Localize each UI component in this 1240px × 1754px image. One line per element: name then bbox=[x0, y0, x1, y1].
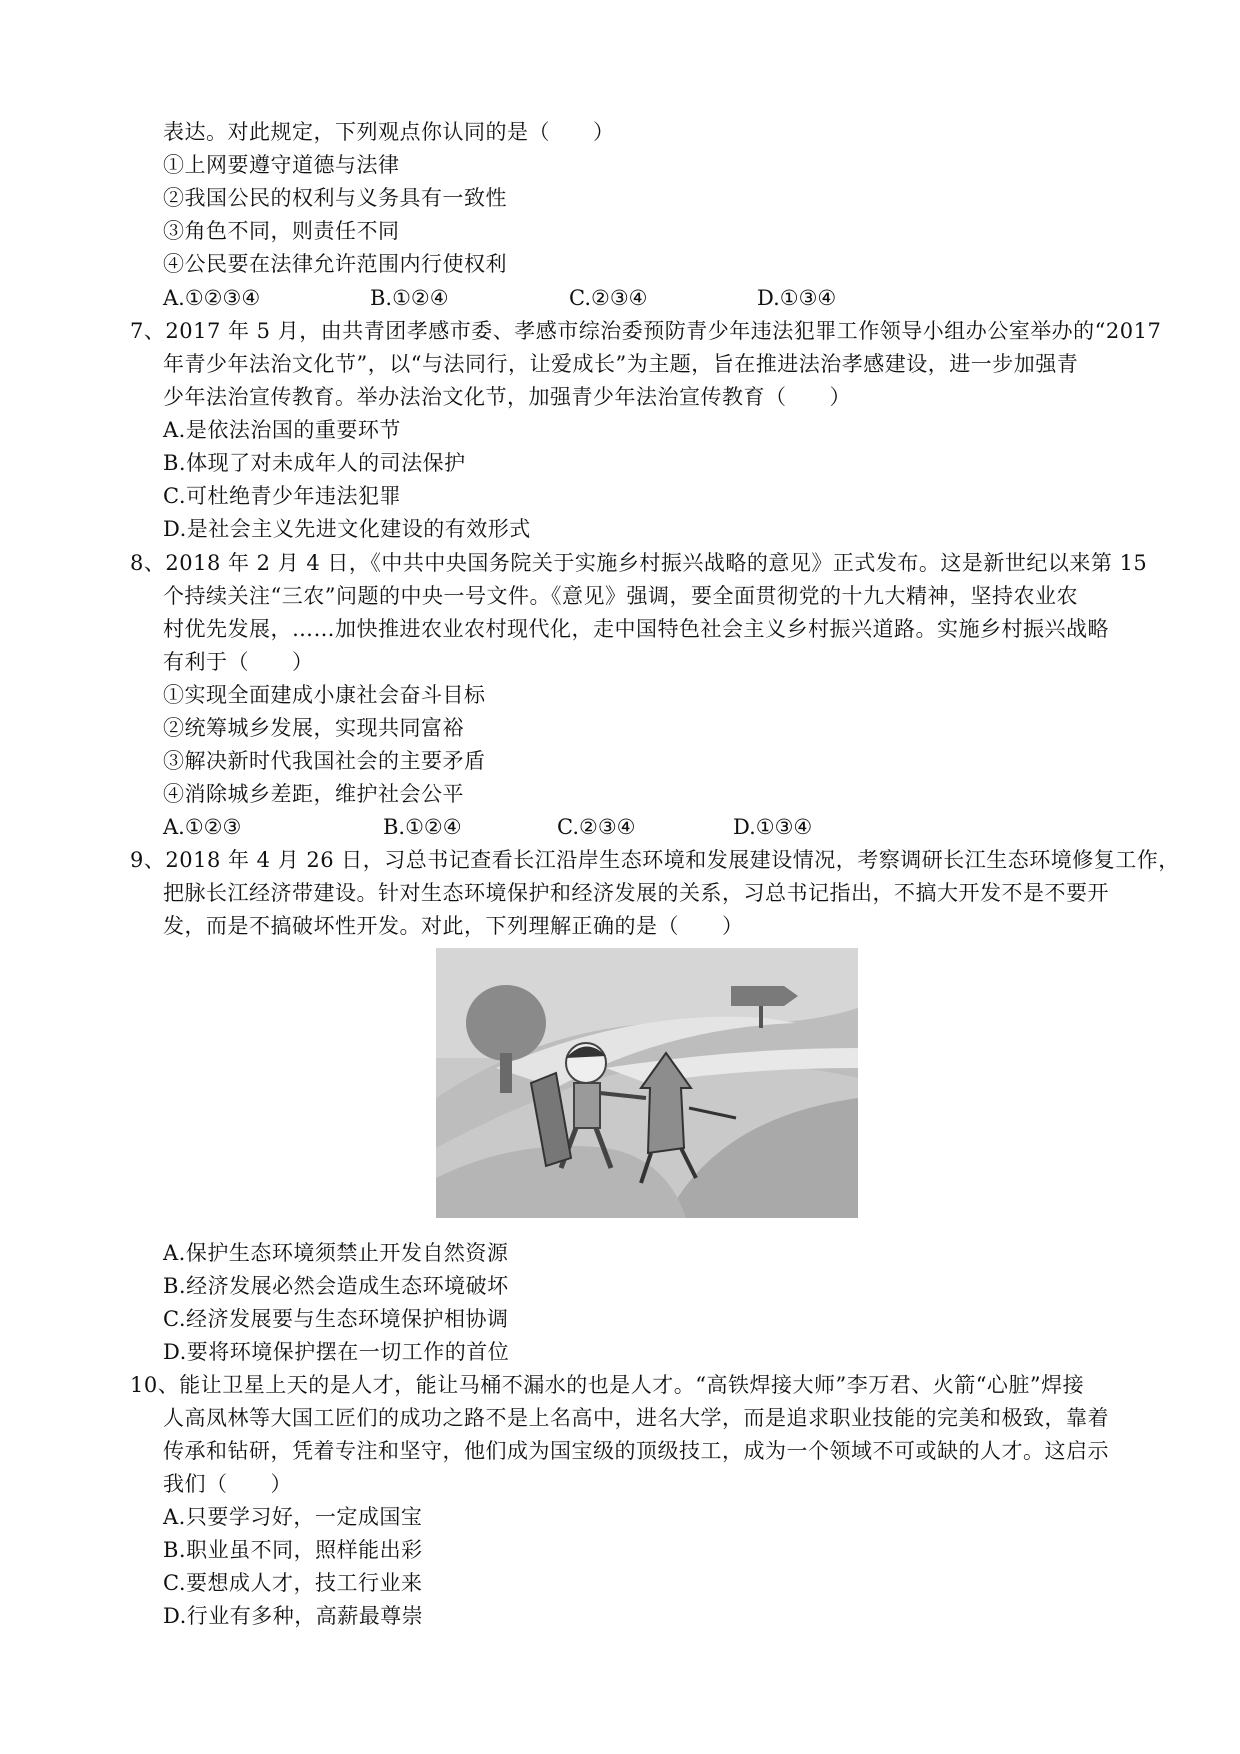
q10-option-a: A.只要学习好，一定成国宝 bbox=[163, 1505, 423, 1529]
q8-stem-line-3: 村优先发展，……加快推进农业农村现代化，走中国特色社会主义乡村振兴道路。实施乡村振兴战略 bbox=[163, 617, 1109, 641]
q9-option-c: C.经济发展要与生态环境保护相协调 bbox=[163, 1307, 509, 1331]
q9-cartoon-illustration bbox=[436, 948, 858, 1218]
cartoon-tree-crown bbox=[466, 985, 546, 1061]
q8-item-4: ④消除城乡差距，维护社会公平 bbox=[163, 782, 464, 806]
q7-option-b: B.体现了对未成年人的司法保护 bbox=[163, 451, 466, 475]
q9-option-a: A.保护生态环境须禁止开发自然资源 bbox=[163, 1241, 509, 1265]
cartoon-signpost-arrow bbox=[731, 986, 798, 1006]
q6-option-c: C.②③④ bbox=[569, 286, 648, 310]
q10-option-d: D.行业有多种，高薪最尊崇 bbox=[163, 1604, 424, 1628]
q10-option-c: C.要想成人才，技工行业来 bbox=[163, 1571, 423, 1595]
q6-item-1: ①上网要遵守道德与法律 bbox=[163, 153, 400, 177]
cartoon-boy-body bbox=[574, 1083, 600, 1128]
q6-item-2: ②我国公民的权利与义务具有一致性 bbox=[163, 186, 507, 210]
q8-item-2: ②统筹城乡发展，实现共同富裕 bbox=[163, 716, 464, 740]
q6-item-4: ④公民要在法律允许范围内行使权利 bbox=[163, 252, 507, 276]
q10-stem-line-3: 传承和钻研，凭着专注和坚守，他们成为国宝级的顶级技工，成为一个领域不可或缺的人才。这启示 bbox=[163, 1439, 1109, 1463]
q8-stem-line-2: 个持续关注“三农”问题的中央一号文件。《意见》强调，要全面贯彻党的十九大精神，坚持农业农 bbox=[163, 584, 1078, 608]
q7-stem-line-2: 年青少年法治文化节”，以“与法同行，让爱成长”为主题，旨在推进法治孝感建设，进一步加强青 bbox=[163, 352, 1079, 376]
q6-option-a: A.①②③④ bbox=[163, 286, 261, 310]
q7-option-a: A.是依法治国的重要环节 bbox=[163, 418, 401, 442]
q10-stem-line-1: 10、能让卫星上天的是人才，能让马桶不漏水的也是人才。“高铁焊接大师”李万君、火箭“心脏”焊接 bbox=[130, 1373, 1085, 1397]
q8-option-c: C.②③④ bbox=[557, 815, 636, 839]
q6-item-3: ③角色不同，则责任不同 bbox=[163, 219, 400, 243]
cartoon-tree-trunk bbox=[500, 1053, 512, 1093]
q6-stem-tail: 表达。对此规定，下列观点你认同的是（ ） bbox=[163, 120, 615, 144]
q10-option-b: B.职业虽不同，照样能出彩 bbox=[163, 1538, 423, 1562]
q8-option-d: D.①③④ bbox=[733, 815, 813, 839]
q8-option-a: A.①②③ bbox=[163, 815, 242, 839]
q7-option-c: C.可杜绝青少年违法犯罪 bbox=[163, 484, 401, 508]
q8-stem-line-1: 8、2018 年 2 月 4 日，《中共中央国务院关于实施乡村振兴战略的意见》正式发布。这是新世纪以来第 15 bbox=[130, 551, 1148, 575]
q8-item-3: ③解决新时代我国社会的主要矛盾 bbox=[163, 749, 486, 773]
cartoon-drawing bbox=[436, 948, 858, 1218]
q9-option-d: D.要将环境保护摆在一切工作的首位 bbox=[163, 1340, 510, 1364]
q7-stem-line-3: 少年法治宣传教育。举办法治文化节，加强青少年法治宣传教育（ ） bbox=[163, 385, 851, 409]
q9-stem-line-3: 发，而是不搞破坏性开发。对此，下列理解正确的是（ ） bbox=[163, 914, 744, 938]
q8-item-1: ①实现全面建成小康社会奋斗目标 bbox=[163, 683, 486, 707]
q8-stem-line-4: 有利于（ ） bbox=[163, 650, 314, 674]
q10-stem-line-2: 人高凤林等大国工匠们的成功之路不是上名高中，进名大学，而是追求职业技能的完美和极致，靠着 bbox=[163, 1406, 1109, 1430]
q9-stem-line-1: 9、2018 年 4 月 26 日，习总书记查看长江沿岸生态环境和发展建设情况，考察调研长江生态环境修复工作， bbox=[130, 848, 1180, 872]
q6-option-d: D.①③④ bbox=[757, 286, 837, 310]
q7-option-d: D.是社会主义先进文化建设的有效形式 bbox=[163, 517, 531, 541]
q10-stem-line-4: 我们（ ） bbox=[163, 1472, 292, 1496]
q7-stem-line-1: 7、2017 年 5 月，由共青团孝感市委、孝感市综治委预防青少年违法犯罪工作领导小组办公室举办的“2017 bbox=[130, 319, 1162, 343]
q6-option-b: B.①②④ bbox=[370, 286, 449, 310]
q9-stem-line-2: 把脉长江经济带建设。针对生态环境保护和经济发展的关系，习总书记指出，不搞大开发不是不要开 bbox=[163, 881, 1109, 905]
q9-option-b: B.经济发展必然会造成生态环境破坏 bbox=[163, 1274, 509, 1298]
q8-option-b: B.①②④ bbox=[383, 815, 462, 839]
